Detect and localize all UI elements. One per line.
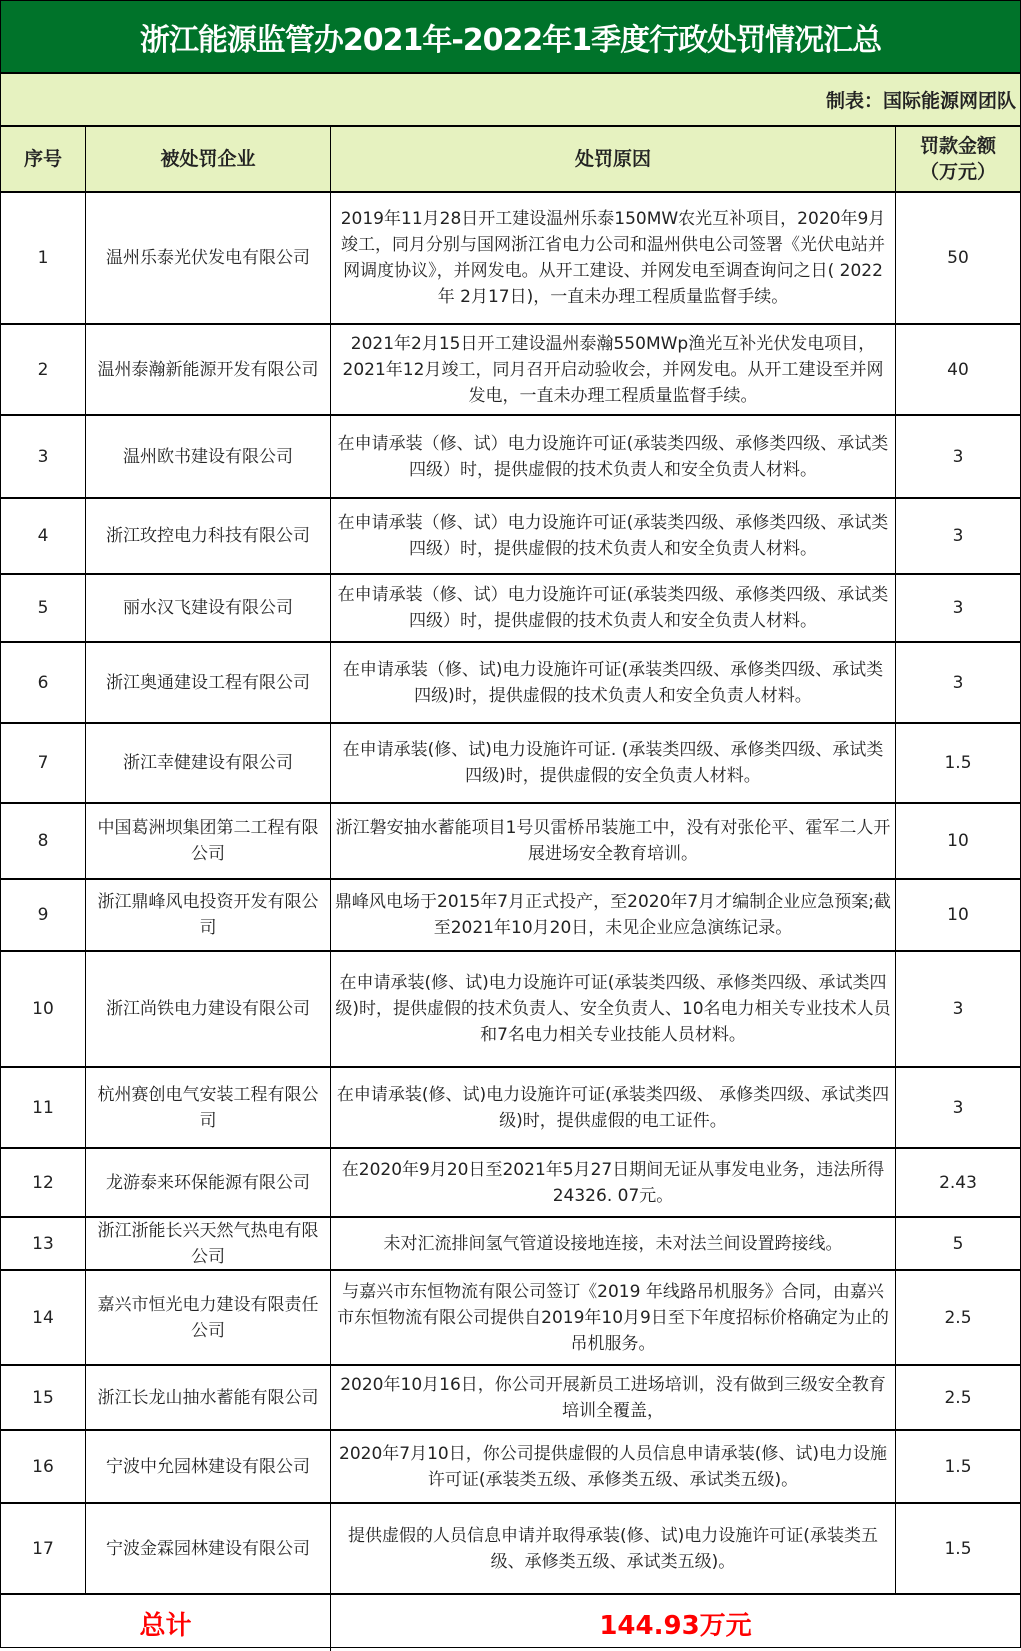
- cell-company: 温州乐泰光伏发电有限公司: [86, 193, 331, 323]
- cell-company: 龙游泰来环保能源有限公司: [86, 1149, 331, 1216]
- cell-no: 9: [1, 880, 86, 950]
- cell-amount: 10: [947, 831, 969, 851]
- cell-amount: 1.5: [944, 1538, 972, 1559]
- cell-company: 浙江奥通建设工程有限公司: [86, 643, 331, 722]
- cell-reason: 在申请承装（修、试）电力设施许可证(承装类四级、承修类四级、承试类四级）时，提供虚假的技术负责人和安全负责人材料。: [331, 575, 896, 641]
- cell-reason: 在申请承装(修、试)电力设施许可证(承装类四级、 承修类四级、承试类四级)时，提供虚假的电工证件。: [331, 1068, 896, 1147]
- cell-company: 中国葛洲坝集团第二工程有限公司: [86, 804, 331, 878]
- cell-no: 8: [1, 804, 86, 878]
- table-row: [1, 1149, 1020, 1218]
- cell-reason: 2019年11月28日开工建设温州乐泰150MW农光互补项目，2020年9月竣工，同月分别与国网浙江省电力公司和温州供电公司签署《光伏电站并网调度协议》，并网发电。从开工建设、并网发电至调查询问之日( 2022年 2月17日)，一直未办理工程质量监督手续。: [331, 193, 896, 323]
- cell-reason: 提供虚假的人员信息申请并取得承装(修、试)电力设施许可证(承装类五级、承修类五级、承试类五级)。: [331, 1504, 896, 1593]
- cell-amount: 10: [947, 905, 969, 925]
- cell-reason: 在申请承装（修、试）电力设施许可证(承装类四级、承修类四级、承试类四级）时，提供虚假的技术负责人和安全负责人材料。: [331, 416, 896, 497]
- cell-no: 1: [1, 193, 86, 323]
- cell-reason: 在申请承装（修、试）电力设施许可证(承装类四级、承修类四级、承试类四级）时，提供虚假的技术负责人和安全负责人材料。: [331, 499, 896, 573]
- cell-no: 3: [1, 416, 86, 497]
- cell-company: 温州欧书建设有限公司: [86, 416, 331, 497]
- cell-company: 丽水汉飞建设有限公司: [86, 575, 331, 641]
- header-reason: 处罚原因: [331, 127, 896, 191]
- header-company: 被处罚企业: [86, 127, 331, 191]
- cell-no: 6: [1, 643, 86, 722]
- cell-amount: 3: [952, 526, 964, 546]
- cell-no: 5: [1, 575, 86, 641]
- table-row: [1, 193, 1020, 325]
- table-row: [1, 1068, 1020, 1149]
- cell-no: 12: [1, 1149, 86, 1216]
- cell-reason: 在申请承装（修、试)电力设施许可证(承装类四级、承修类四级、承试类四级)时，提供虚假的技术负责人和安全负责人材料。: [331, 643, 896, 722]
- total-value: 144.93万元: [599, 1610, 752, 1641]
- cell-no: 10: [1, 952, 86, 1066]
- cell-amount: 2.5: [944, 1387, 972, 1408]
- cell-reason: 2021年2月15日开工建设温州泰瀚550MWp渔光互补光伏发电项目，2021年12月竣工，同月召开启动验收会，并网发电。从开工建设至并网发电，一直未办理工程质量监督手续。: [331, 325, 896, 414]
- cell-company: 宁波金霖园林建设有限公司: [86, 1504, 331, 1593]
- cell-company: 浙江长龙山抽水蓄能有限公司: [86, 1366, 331, 1429]
- table-row: [1, 575, 1020, 643]
- table-row: [1, 1366, 1020, 1431]
- cell-no: 7: [1, 724, 86, 802]
- table-row: [1, 416, 1020, 499]
- cell-company: 宁波中允园林建设有限公司: [86, 1431, 331, 1502]
- cell-company: 杭州赛创电气安装工程有限公司: [86, 1068, 331, 1147]
- cell-no: 4: [1, 499, 86, 573]
- cell-no: 17: [1, 1504, 86, 1593]
- cell-no: 16: [1, 1431, 86, 1502]
- cell-reason: 鼎峰风电场于2015年7月正式投产，至2020年7月才编制企业应急预案;截至2021年10月20日，未见企业应急演练记录。: [331, 880, 896, 950]
- cell-reason: 2020年7月10日，你公司提供虚假的人员信息申请承装(修、试)电力设施许可证(承装类五级、承修类五级、承试类五级)。: [331, 1431, 896, 1502]
- table-row: [1, 1271, 1020, 1366]
- header-amount: 罚款金额（万元）: [919, 135, 996, 183]
- cell-no: 14: [1, 1271, 86, 1364]
- cell-company: 浙江浙能长兴天然气热电有限公司: [86, 1218, 331, 1270]
- table-row: [1, 880, 1020, 952]
- cell-amount: 3: [952, 446, 964, 467]
- cell-reason: 2020年10月16日，你公司开展新员工进场培训，没有做到三级安全教育培训全覆盖，: [331, 1366, 896, 1429]
- cell-amount: 50: [947, 248, 969, 268]
- total-label: 总计: [1, 1595, 331, 1651]
- table-row: [1, 1431, 1020, 1504]
- cell-amount: 5: [952, 1234, 964, 1254]
- header-no: 序号: [1, 127, 86, 191]
- cell-reason: 浙江磐安抽水蓄能项目1号贝雷桥吊装施工中，没有对张伦平、霍军二人开展进场安全教育培训。: [331, 804, 896, 878]
- cell-company: 温州泰瀚新能源开发有限公司: [86, 325, 331, 414]
- cell-amount: 3: [952, 672, 964, 693]
- cell-reason: 在申请承装(修、试)电力设施许可证. (承装类四级、承修类四级、承试类四级)时，提供虚假的安全负责人材料。: [331, 724, 896, 802]
- cell-amount: 2.5: [944, 1307, 972, 1328]
- table-row: [1, 1218, 1020, 1271]
- table-maker-credit: 制表：国际能源网团队: [1, 74, 1020, 127]
- cell-no: 2: [1, 325, 86, 414]
- table-row: [1, 643, 1020, 724]
- table-row: [1, 325, 1020, 416]
- cell-amount: 3: [952, 999, 964, 1019]
- cell-amount: 1.5: [944, 753, 972, 773]
- cell-company: 浙江玫控电力科技有限公司: [86, 499, 331, 573]
- table-header: [1, 127, 1020, 193]
- cell-no: 11: [1, 1068, 86, 1147]
- cell-company: 浙江鼎峰风电投资开发有限公司: [86, 880, 331, 950]
- cell-amount: 3: [952, 598, 964, 618]
- cell-reason: 与嘉兴市东恒物流有限公司签订《2019 年线路吊机服务》合同，由嘉兴市东恒物流有限公司提供自2019年10月9日至下年度招标价格确定为止的吊机服务。: [331, 1271, 896, 1364]
- cell-no: 13: [1, 1218, 86, 1270]
- cell-amount: 40: [947, 359, 969, 380]
- cell-company: 嘉兴市恒光电力建设有限责任公司: [86, 1271, 331, 1364]
- cell-reason: 在2020年9月20日至2021年5月27日期间无证从事发电业务，违法所得24326. 07元。: [331, 1149, 896, 1216]
- total-row: [1, 1595, 1020, 1651]
- page-title: 浙江能源监管办2021年-2022年1季度行政处罚情况汇总: [1, 1, 1020, 74]
- cell-reason: 在申请承装(修、试)电力设施许可证(承装类四级、承修类四级、承试类四级)时，提供虚假的技术负责人、安全负责人、10名电力相关专业技术人员和7名电力相关专业技能人员材料。: [331, 952, 896, 1066]
- table-row: [1, 804, 1020, 880]
- table-row: [1, 952, 1020, 1068]
- table-row: [1, 499, 1020, 575]
- cell-amount: 2.43: [939, 1172, 977, 1193]
- cell-reason: 未对汇流排间氢气管道设接地连接，未对法兰间设置跨接线。: [331, 1218, 896, 1270]
- cell-company: 浙江幸健建设有限公司: [86, 724, 331, 802]
- cell-no: 15: [1, 1366, 86, 1429]
- cell-company: 浙江尚铁电力建设有限公司: [86, 952, 331, 1066]
- table-row: [1, 724, 1020, 804]
- table-row: [1, 1504, 1020, 1595]
- cell-amount: 3: [952, 1097, 964, 1118]
- cell-amount: 1.5: [944, 1456, 972, 1477]
